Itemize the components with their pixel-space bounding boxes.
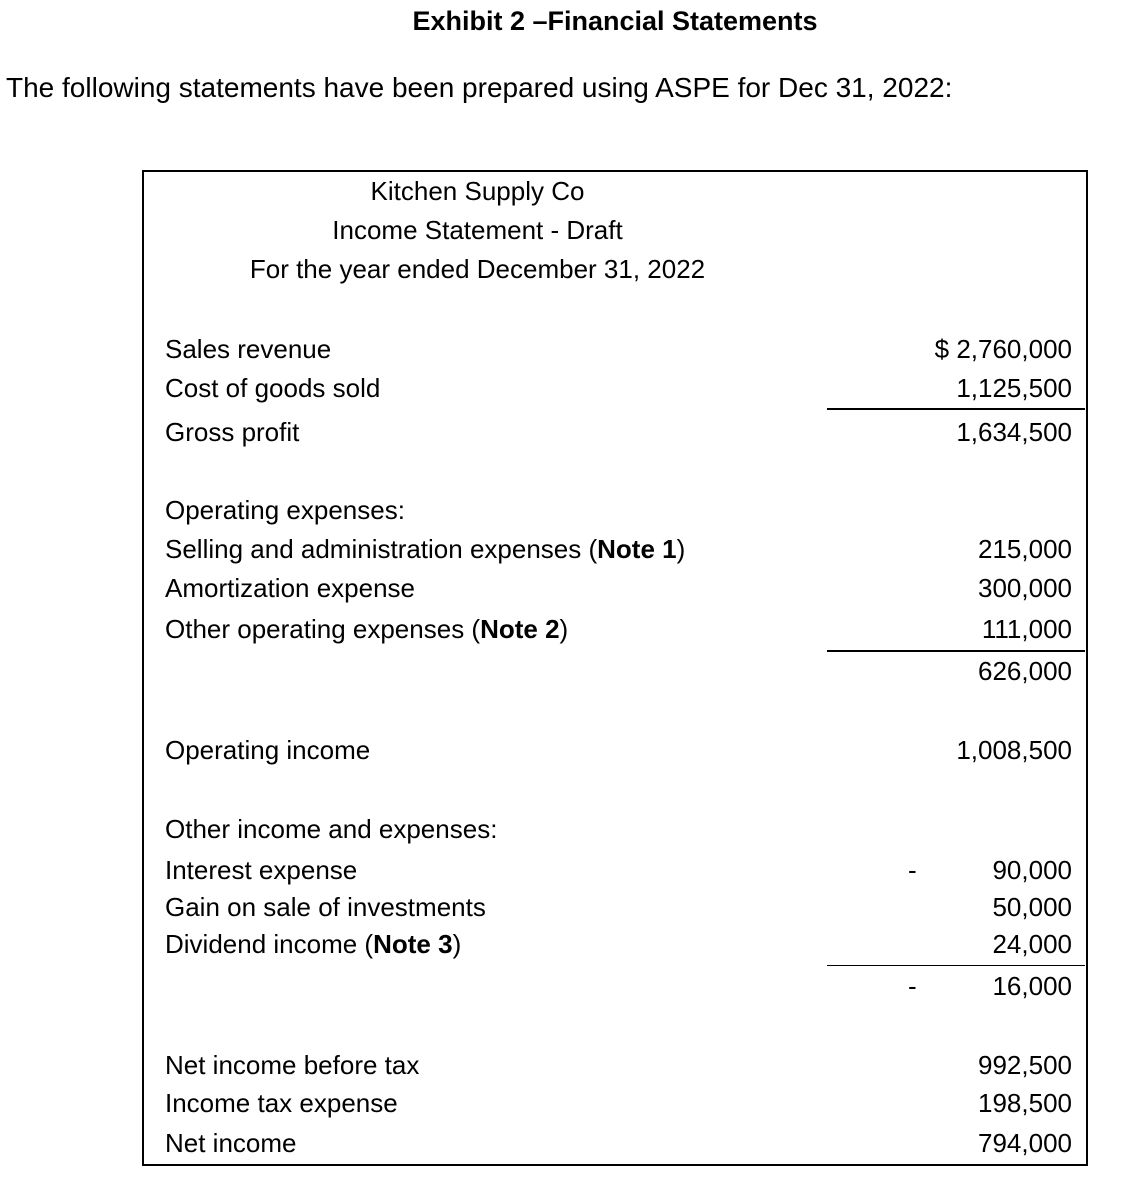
cogs-label: Cost of goods sold	[165, 373, 381, 403]
other-total-sign: -	[908, 971, 917, 1001]
interest-expense-sign: -	[908, 855, 917, 885]
amortization-label: Amortization expense	[165, 573, 416, 603]
exhibit-title: Exhibit 2 –Financial Statements	[412, 6, 818, 36]
nibt-amount: 992,500	[978, 1050, 1072, 1080]
note-1-ref: Note 1	[597, 534, 677, 564]
subtotal-rule	[827, 408, 1085, 410]
interest-expense-amount: 90,000	[992, 855, 1072, 885]
selling-admin-amount: 215,000	[978, 534, 1072, 564]
income-tax-amount: 198,500	[978, 1088, 1072, 1118]
income-tax-label: Income tax expense	[165, 1088, 398, 1118]
cogs-amount: 1,125,500	[956, 373, 1072, 403]
interest-expense-label: Interest expense	[165, 855, 358, 885]
other-opex-label: Other operating expenses (Note 2)	[165, 614, 569, 644]
amortization-amount: 300,000	[978, 573, 1072, 603]
other-income-heading: Other income and expenses:	[165, 814, 498, 844]
gain-investments-label: Gain on sale of investments	[165, 892, 486, 922]
selling-admin-label: Selling and administration expenses (Note 1)	[165, 534, 686, 564]
sales-revenue-amount: $ 2,760,000	[934, 334, 1072, 364]
gross-profit-amount: 1,634,500	[956, 417, 1072, 447]
intro-text: The following statements have been prepared using ASPE for Dec 31, 2022:	[6, 72, 953, 103]
subtotal-rule	[827, 650, 1085, 652]
operating-expenses-heading: Operating expenses:	[165, 495, 405, 525]
other-opex-amount: 111,000	[981, 614, 1072, 644]
opex-total-amount: 626,000	[978, 656, 1072, 686]
other-total-amount: 16,000	[992, 971, 1072, 1001]
dividend-income-label: Dividend income (Note 3)	[165, 929, 462, 959]
statement-title: Income Statement - Draft	[332, 215, 623, 245]
subtotal-rule	[827, 965, 1085, 966]
company-name: Kitchen Supply Co	[370, 176, 585, 206]
operating-income-amount: 1,008,500	[956, 735, 1072, 765]
sales-revenue-label: Sales revenue	[165, 334, 332, 364]
operating-income-label: Operating income	[165, 735, 371, 765]
net-income-label: Net income	[165, 1128, 297, 1158]
note-2-ref: Note 2	[480, 614, 560, 644]
gain-investments-amount: 50,000	[992, 892, 1072, 922]
nibt-label: Net income before tax	[165, 1050, 420, 1080]
gross-profit-label: Gross profit	[165, 417, 300, 447]
net-income-amount: 794,000	[978, 1128, 1072, 1158]
statement-period: For the year ended December 31, 2022	[249, 254, 706, 284]
note-3-ref: Note 3	[373, 929, 453, 959]
dividend-income-amount: 24,000	[992, 929, 1072, 959]
income-statement-box	[142, 170, 1088, 1166]
